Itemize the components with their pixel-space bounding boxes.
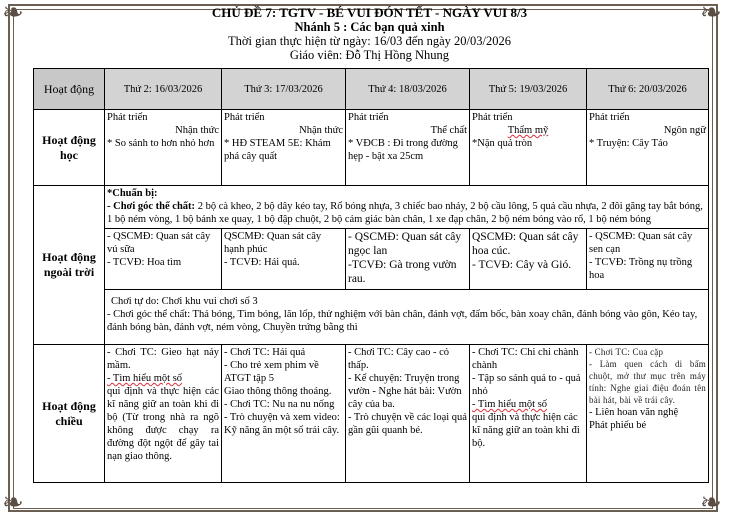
corner-ornament-bottom-left: ❧	[2, 488, 24, 517]
outdoor-prep-title: *Chuẩn bị:	[107, 188, 158, 199]
learning-tuesday	[222, 110, 346, 186]
learning-friday-lesson: * Truyện: Cây Táo	[589, 138, 668, 149]
afternoon-wednesday-talk: - Trò chuyện về các loại quả gần gũi quanh bé.	[348, 412, 467, 436]
afternoon-monday-topic: - Tìm hiểu một số	[107, 373, 183, 384]
outdoor-free-play	[105, 290, 709, 345]
outdoor-tuesday-game: - TCVĐ: Hái quả.	[224, 257, 300, 268]
afternoon-friday-computer: - Làm quen cách di bấm chuột, mở thư mục trên máy tính: Nghe giai điệu đoán tên bài hát, bài về trái cây.	[589, 359, 706, 405]
outdoor-tuesday-observe: QSCMĐ: Quan sát cây hạnh phúc	[224, 231, 322, 255]
learning-friday-domain: Phát triển	[589, 112, 630, 123]
learning-wednesday-area: Thể chất	[430, 125, 467, 136]
learning-monday	[105, 110, 222, 186]
header-wednesday: Thứ 4: 18/03/2026	[346, 69, 470, 110]
header-activity: Hoạt động	[34, 69, 105, 110]
outdoor-wednesday-observe: - QSCMĐ: Quan sát cây ngọc lan	[348, 231, 462, 257]
outdoor-label: Hoạt động ngoài trời	[34, 186, 105, 345]
outdoor-wednesday	[346, 229, 470, 290]
afternoon-friday-badge: Phát phiếu bé	[589, 420, 647, 431]
afternoon-thursday	[470, 345, 587, 483]
branch-title: Nhánh 5 : Các bạn quả xinh	[294, 20, 445, 34]
afternoon-wednesday	[346, 345, 470, 483]
afternoon-row	[34, 345, 709, 483]
document-header	[0, 6, 739, 62]
outdoor-free-play-corner: - Chơi góc thể chất: Thả bóng, Tìm bóng, lăn lốp, thử nghiệm với bàn chân, đánh vợt, đấm bốc, bàn xoay chân, đánh bóng vào gôn, Kéo tay, đánh bóng bàn, đánh vợt, ném vòng, Chuyền trứng bằng thì	[107, 309, 698, 333]
header-thursday: Thứ 5: 19/03/2026	[470, 69, 587, 110]
outdoor-tuesday	[222, 229, 346, 290]
learning-monday-lesson: * So sánh to hơn nhỏ hơn	[107, 138, 215, 149]
learning-thursday-lesson: *Nặn quả tròn	[472, 138, 533, 149]
afternoon-wednesday-game: - Chơi TC: Cây cao - cỏ thấp.	[348, 347, 450, 371]
afternoon-tuesday-film-title: Giao thông thông thoáng.	[224, 386, 332, 397]
header-tuesday: Thứ 3: 17/03/2026	[222, 69, 346, 110]
weekly-plan-table	[33, 68, 709, 483]
learning-tuesday-area: Nhận thức	[299, 125, 343, 136]
learning-wednesday-lesson: * VĐCB : Đi trong đường hẹp - bật xa 25cm	[348, 138, 458, 162]
corner-ornament-bottom-right: ❧	[700, 488, 722, 517]
outdoor-wednesday-game: -TCVĐ: Gà trong vườn rau.	[348, 259, 457, 285]
afternoon-label: Hoạt động chiều	[34, 345, 105, 483]
outdoor-thursday	[470, 229, 587, 290]
outdoor-thursday-game: - TCVĐ: Cây và Gió.	[472, 259, 572, 271]
table-header-row	[34, 69, 709, 110]
learning-tuesday-domain: Phát triển	[224, 112, 265, 123]
outdoor-friday-observe: - QSCMĐ: Quan sát cây sen cạn	[589, 231, 693, 255]
learning-monday-area: Nhận thức	[175, 125, 219, 136]
corner-ornament-top-left: ❧	[2, 0, 24, 27]
afternoon-monday	[105, 345, 222, 483]
afternoon-thursday-compare: - Tập so sánh quả to - quả nhỏ	[472, 373, 581, 397]
outdoor-thursday-observe: QSCMĐ: Quan sát cây hoa cúc.	[472, 231, 579, 257]
afternoon-tuesday-film: - Cho trẻ xem phim về ATGT tập 5	[224, 360, 319, 384]
outdoor-prep-lead: - Chơi góc thể chất:	[107, 201, 196, 212]
outdoor-free-play-zone: Chơi tự do: Chơi khu vui chơi số 3	[111, 296, 258, 307]
afternoon-monday-detail: qui định và thực hiện các kĩ năng giữ an toàn khi đi bộ (Từ trong nhà ra ngõ không được chạy ra đường đột ngột để gây tai nạn giao thông.	[107, 386, 219, 462]
afternoon-friday-game: - Chơi TC: Cua cặp	[589, 347, 664, 357]
outdoor-prep-text: 2 bộ cà kheo, 2 bộ dây kéo tay, Rổ bóng nhựa, 3 chiếc bao nhảy, 2 bộ cầu lông, 5 quả cầu nhựa, 2 đôi găng tay bắt bóng, 1 bộ ném vòng, 1 bộ bánh xe quay, 1 bộ đập chuột, 2 bộ cảm giác bàn chân, 1 xe đạp chân, 2 bộ ném bóng vào rổ, 1 bộ ném bóng	[107, 201, 703, 225]
afternoon-thursday-game: - Chơi TC: Chi chi chành chành	[472, 347, 579, 371]
outdoor-activities-row	[34, 229, 709, 290]
learning-tuesday-lesson: * HĐ STEAM 5E: Khám phá cây quất	[224, 138, 331, 162]
learning-monday-domain: Phát triển	[107, 112, 148, 123]
afternoon-tuesday-game: - Chơi TC: Hái quả	[224, 347, 306, 358]
afternoon-friday-party: - Liên hoan văn nghệ	[589, 407, 679, 418]
afternoon-thursday-topic: - Tìm hiểu một số	[472, 399, 548, 410]
learning-thursday-area: Thẩm mỹ	[507, 125, 549, 136]
learning-thursday	[470, 110, 587, 186]
header-monday: Thứ 2: 16/03/2026	[105, 69, 222, 110]
learning-wednesday-domain: Phát triển	[348, 112, 389, 123]
learning-friday-area: Ngôn ngữ	[663, 125, 706, 136]
corner-ornament-top-right: ❧	[700, 0, 722, 27]
learning-label: Hoạt động học	[34, 110, 105, 186]
outdoor-monday-game: - TCVĐ: Hoa tìm	[107, 257, 182, 268]
afternoon-wednesday-story: - Kể chuyện: Truyện trong vườn - Nghe hát bài: Vườn cây của ba.	[348, 373, 462, 410]
learning-thursday-domain: Phát triển	[472, 112, 513, 123]
outdoor-prep-row	[34, 186, 709, 229]
learning-row	[34, 110, 709, 186]
learning-friday	[587, 110, 709, 186]
outdoor-friday	[587, 229, 709, 290]
learning-wednesday	[346, 110, 470, 186]
time-range: Thời gian thực hiện từ ngày: 16/03 đến ngày 20/03/2026	[228, 34, 511, 48]
afternoon-tuesday-game-2: - Chơi TC: Nu na nu nống	[224, 399, 335, 410]
document-title: CHỦ ĐỀ 7: TGTV - BÉ VUI ĐÓN TẾT - NGÀY VUI 8/3	[211, 5, 528, 20]
afternoon-tuesday	[222, 345, 346, 483]
outdoor-friday-game: - TCVĐ: Trồng nụ trồng hoa	[589, 257, 693, 281]
outdoor-preparation	[105, 186, 709, 229]
outdoor-monday-observe: - QSCMĐ: Quan sát cây vú sữa	[107, 231, 211, 255]
teacher-name: Giáo viên: Đỗ Thị Hồng Nhung	[289, 48, 450, 62]
outdoor-monday	[105, 229, 222, 290]
outdoor-freeplay-row	[34, 290, 709, 345]
afternoon-friday	[587, 345, 709, 483]
afternoon-thursday-detail: qui định và thực hiện các kĩ năng giữ an toàn khi đi bộ.	[472, 412, 580, 449]
afternoon-monday-game: - Chơi TC: Gieo hạt nảy mầm.	[107, 347, 219, 371]
header-friday: Thứ 6: 20/03/2026	[587, 69, 709, 110]
afternoon-tuesday-talk: - Trò chuyện và xem video: Kỹ năng ăn một số trái cây.	[224, 412, 340, 436]
